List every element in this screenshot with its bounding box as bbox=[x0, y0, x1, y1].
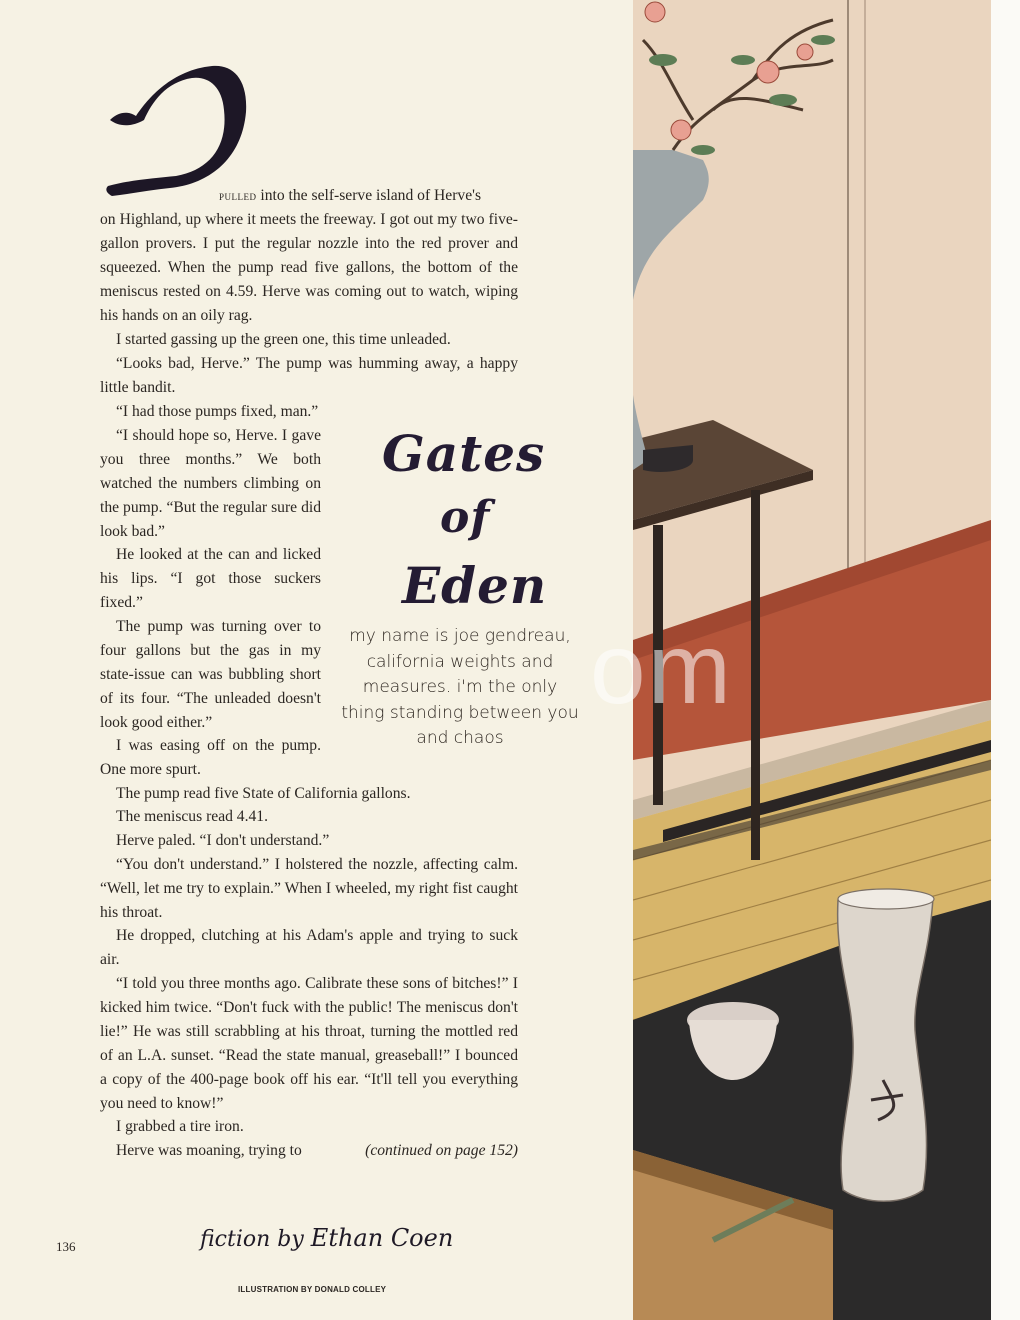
paragraph-11: Herve paled. “I don't understand.” bbox=[116, 832, 330, 849]
paragraph-12: “You don't understand.” I holstered the nozzle, affecting calm. “Well, let me try to explain.” When I wheeled, my right fist caught his throat. bbox=[100, 856, 518, 921]
paragraph-6: He looked at the can and licked his lips. “I got those suckers fixed.” bbox=[100, 546, 321, 611]
paragraph-5: “I should hope so, Herve. I gave you three months.” We both watched the numbers climbing on the pump. “But the regular sure did look bad.” bbox=[100, 427, 321, 540]
paragraph-9: The pump read five State of California gallons. bbox=[116, 785, 411, 802]
paragraph-16-text: Herve was moaning, trying to bbox=[116, 1142, 302, 1159]
byline-author: Ethan Coen bbox=[310, 1224, 454, 1252]
title-eden: Eden bbox=[402, 556, 548, 615]
paragraph-14: “I told you three months ago. Calibrate these sons of bitches!” I kicked him twice. “Don't fuck with the public! The meniscus don't lie!” He was still scrabbling at his throat, turning the mottled red of an L.A. sunset. “Read the state manual, greaseball!” I bounced a copy of the 400-page book off his ear. “It'll tell you everything you need to know!” bbox=[100, 975, 518, 1112]
page-number: 136 bbox=[56, 1239, 76, 1254]
lead-in: pulled bbox=[219, 188, 257, 203]
paragraph-13: He dropped, clutching at his Adam's apple and trying to suck air. bbox=[100, 927, 518, 968]
illustration-credit: ILLUSTRATION BY DONALD COLLEY bbox=[238, 1285, 387, 1294]
paragraph-4: “I had those pumps fixed, man.” bbox=[116, 403, 319, 420]
deck-text: my name is joe gendreau, california weights and measures. i'm the only thing standing between you and chaos bbox=[341, 626, 579, 748]
drop-cap-i bbox=[100, 62, 250, 202]
page-edge bbox=[991, 0, 1020, 1320]
paragraph-1-start: into the self-serve island of Herve's bbox=[256, 187, 482, 204]
paragraph-15: I grabbed a tire iron. bbox=[116, 1118, 244, 1135]
paragraph-8: I was easing off on the pump. One more spurt. bbox=[100, 737, 321, 778]
paragraph-16 bbox=[100, 1139, 518, 1163]
byline bbox=[200, 1224, 453, 1252]
title-of: of bbox=[440, 492, 491, 543]
byline-prefix: fiction by bbox=[200, 1227, 304, 1252]
illustration bbox=[633, 0, 991, 1320]
paragraph-10: The meniscus read 4.41. bbox=[116, 808, 268, 825]
watermark: om bbox=[590, 613, 733, 725]
title-gates: Gates bbox=[382, 424, 546, 483]
paragraph-2: I started gassing up the green one, this time unleaded. bbox=[116, 331, 451, 348]
paragraph-3: “Looks bad, Herve.” The pump was humming away, a happy little bandit. bbox=[100, 355, 518, 396]
paragraph-1: on Highland, up where it meets the freeway. I got out my two five-gallon provers. I put the regular nozzle into the red prover and squeezed. When the pump read five gallons, the bottom of the meniscus rested on 4.59. Herve was coming out to watch, wiping his hands on an oily rag. bbox=[100, 211, 518, 324]
paragraph-7: The pump was turning over to four gallons but the gas in my state-issue can was bubbling short of its four. “The unleaded doesn't look good either.” bbox=[100, 618, 321, 731]
continued-note: (continued on page 152) bbox=[365, 1142, 518, 1159]
article-lead-line bbox=[219, 184, 518, 208]
